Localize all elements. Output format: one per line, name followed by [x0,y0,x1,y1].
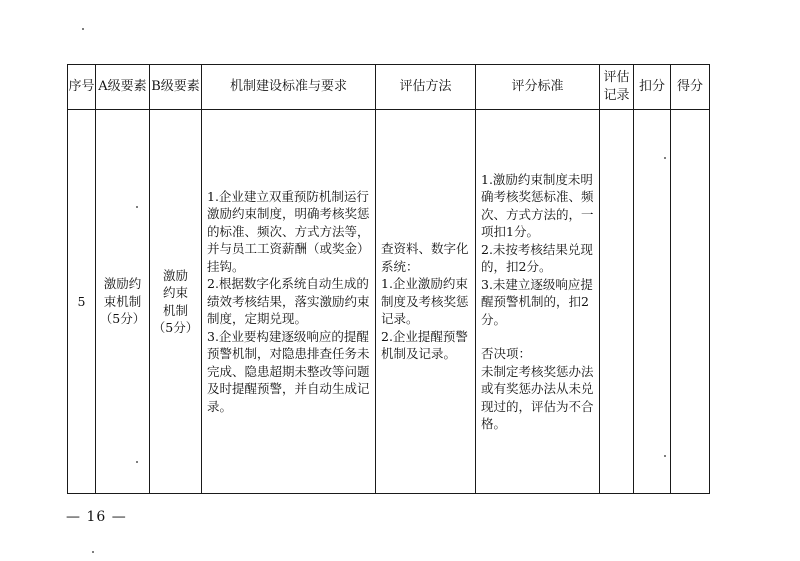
header-method: 评估方法 [376,65,476,110]
scan-speck [136,461,138,463]
level-b-name: 激励约束机制 [162,267,188,318]
level-a-name: 激励约束机制 [103,276,142,309]
header-row [68,65,710,110]
level-a-cell [96,110,150,494]
scan-speck [82,28,84,30]
scan-speck [92,551,94,553]
deduct-cell [634,110,671,494]
method-item: 1.企业激励约束制度及考核奖惩记录。 [381,276,469,327]
criteria-item: 3.未建立逐级响应提醒预警机制的，扣2分。 [481,276,593,327]
header-level-b: B级要素 [150,65,202,110]
methods-cell [376,110,476,494]
header-record: 评估记录 [600,65,634,110]
header-seq: 序号 [68,65,96,110]
table-row [68,110,710,494]
requirement-item: 2.根据数字化系统自动生成的绩效考核结果，落实激励约束制度，定期兑现。 [207,276,370,327]
header-score: 得分 [671,65,710,110]
method-item: 查资料、数字化系统： [381,241,469,274]
scan-speck [664,455,666,457]
record-cell [600,110,634,494]
method-item: 2.企业提醒预警机制及记录。 [381,328,468,362]
criteria-item: 2.未按考核结果兑现的，扣2分。 [481,241,593,274]
seq-value: 5 [77,293,86,309]
level-b-cell [150,110,202,494]
veto-title: 否决项： [481,346,532,361]
veto-text: 未制定考核奖惩办法或有奖惩办法从未兑现过的，评估为不合格。 [481,363,594,431]
assessment-table [67,64,710,494]
requirement-item: 3.企业要构建逐级响应的提醒预警机制，对隐患排查任务未完成、隐患超期未整改等问题及时提醒预警，并自动生成记录。 [207,328,370,414]
header-mechanism: 机制建设标准与要求 [202,65,376,110]
page-number: — 16 — [66,509,127,525]
criteria-cell [476,110,600,494]
requirement-item: 1.企业建立双重预防机制运行激励约束制度，明确考核奖惩的标准、频次、方式方法等，并与员工工资薪酬（或奖金）挂钩。 [207,188,370,274]
level-a-points: （5分） [99,311,146,327]
header-level-a: A级要素 [96,65,150,110]
header-deduct: 扣分 [634,65,671,110]
header-criteria: 评分标准 [476,65,600,110]
criteria-item: 1.激励约束制度未明确考核奖惩标准、频次、方式方法的，一项扣1分。 [481,171,594,239]
score-cell [671,110,710,494]
level-b-points: （5分） [152,320,199,335]
scan-speck [136,206,138,208]
requirements-cell [202,110,376,494]
seq-cell [68,110,96,494]
scan-speck [664,157,666,159]
